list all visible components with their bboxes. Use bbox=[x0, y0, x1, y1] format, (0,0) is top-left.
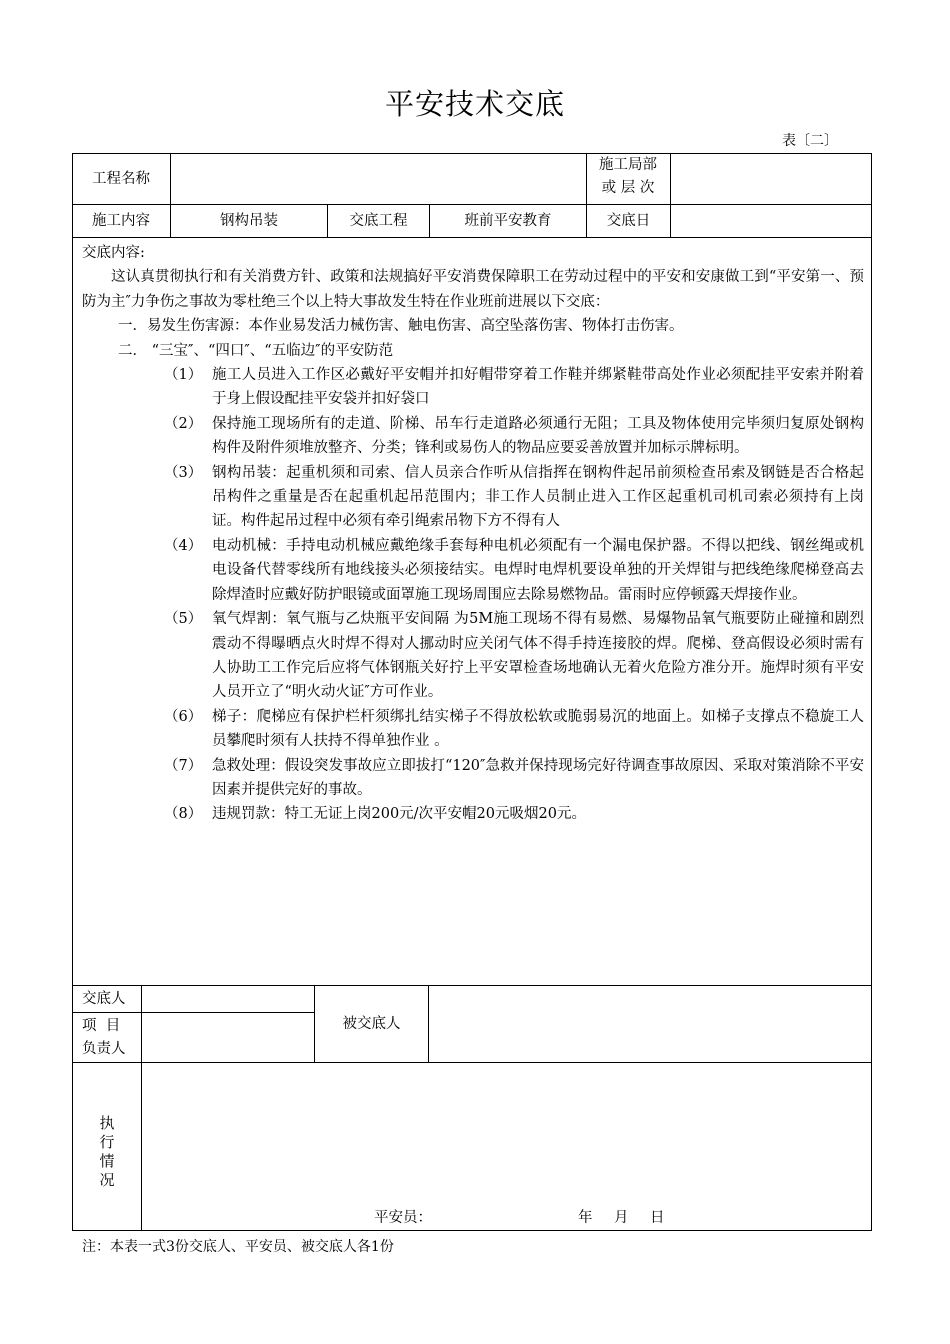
item-number: （3） bbox=[164, 464, 203, 481]
handover-project-label: 交底工程 bbox=[349, 212, 408, 229]
page-title: 平安技术交底 bbox=[384, 87, 565, 121]
handover-date-value[interactable] bbox=[671, 204, 871, 237]
item-text: 梯子：爬梯应有保护栏杆须绑扎结实梯子不得放松软或脆弱易沉的地面上。如梯子支撑点不稳旋工人员攀爬时须有人扶持不得单独作业 。 bbox=[212, 708, 864, 750]
item-text: 钢构吊装：起重机须和司索、信人员亲合作听从信指挥在钢构件起吊前须检查吊索及钢链是否合格起吊构件之重量是否在起重机起吊范围内；非工作人员制止进入工作区起重机司机司索必须持有上岗证。构件起吊过程中必须有牵引绳索吊物下方不得有人 bbox=[212, 464, 864, 530]
list-item bbox=[82, 607, 864, 705]
list-item bbox=[82, 461, 864, 534]
receiver-label: 被交底人 bbox=[342, 1015, 401, 1032]
presenter-value[interactable] bbox=[142, 986, 314, 1012]
item-text: 电动机械：手持电动机械应戴绝缘手套每种电机必须配有一个漏电保护器。不得以把线、钢丝绳或机电设备代替零线所有地线接头必须接结实。电焊时电焊机要设单独的开关焊钳与把线绝缘爬梯登高去除焊渣时应戴好防护眼镜或面罩施工现场周围应去除易燃物品。雷雨时应停顿露天焊接作业。 bbox=[212, 537, 864, 603]
manager-label-line1: 项 目 bbox=[82, 1018, 121, 1034]
project-name-label: 工程名称 bbox=[92, 170, 150, 187]
item-number: （7） bbox=[164, 757, 203, 774]
project-name-value[interactable] bbox=[171, 153, 586, 204]
content-value[interactable]: 钢构吊装 bbox=[220, 212, 278, 229]
list-item bbox=[82, 705, 864, 754]
manager-label-line2: 负责人 bbox=[82, 1041, 126, 1057]
form-number: 表〔二〕 bbox=[782, 133, 838, 149]
item-text: 急救处理：假设突发事故应立即拔打“120″急救并保持现场完好待调查事故原因、采取对策消除不平安因素并提供完好的事故。 bbox=[212, 757, 864, 798]
construction-part-label bbox=[586, 154, 670, 204]
content-label: 施工内容 bbox=[92, 212, 150, 229]
execution-label-char: 情 bbox=[99, 1152, 115, 1170]
manager-value[interactable] bbox=[142, 1013, 314, 1062]
item-text: 违规罚款：特工无证上岗200元/次平安帽20元吸烟20元。 bbox=[212, 806, 586, 823]
list-item bbox=[82, 754, 864, 803]
footnote: 注：本表一式3份交底人、平安员、被交底人各1份 bbox=[82, 1239, 394, 1255]
list-item bbox=[82, 412, 864, 461]
section-1: 一．易发生伤害源：本作业易发活力械伤害、触电伤害、高空坠落伤害、物体打击伤害。 bbox=[118, 318, 684, 335]
item-text: 氧气焊割：氧气瓶与乙炔瓶平安间隔 为5M施工现场不得有易燃、易爆物品氧气瓶要防止碰撞和剧烈震动不得曝晒点火时焊不得对人挪动时应关闭气体不得手持连接胶的焊。爬梯、登高假设必须时需有人协助工工作完后应将气体钢瓶关好拧上平安罩检查场地确认无着火危险方准分开。施焊时须有平安人员开立了“明火动火证″方可作业。 bbox=[212, 611, 864, 701]
row-divider bbox=[72, 237, 872, 238]
construction-part-label-line2: 或 层 次 bbox=[601, 180, 655, 196]
list-item bbox=[82, 534, 864, 607]
date-year-label: 年 bbox=[578, 1210, 593, 1226]
safety-officer-label: 平安员： bbox=[374, 1210, 432, 1226]
item-number: （5） bbox=[164, 611, 203, 628]
handover-content bbox=[82, 241, 864, 827]
content-intro: 这认真贯彻执行和有关消费方针、政策和法规搞好平安消费保障职工在劳动过程中的平安和安康做工到“平安第一、预防为主″力争伤之事故为零杜绝三个以上特大事故发生特在作业班前进展以下交底： bbox=[82, 269, 864, 310]
manager-label bbox=[82, 1015, 126, 1061]
construction-part-value[interactable] bbox=[671, 153, 871, 204]
handover-date-label: 交底日 bbox=[606, 212, 651, 229]
date-day-label: 日 bbox=[650, 1210, 665, 1226]
execution-label-char: 执 bbox=[99, 1114, 115, 1132]
list-item bbox=[82, 802, 864, 826]
item-text: 保持施工现场所有的走道、阶梯、吊车行走道路必须通行无阻；工具及物体使用完毕须归复原处钢构构件及附件须堆放整齐、分类；锋利或易伤人的物品应要妥善放置并加标示牌标明。 bbox=[212, 415, 864, 457]
content-heading: 交底内容: bbox=[82, 245, 145, 261]
section-2: 二． “三宝″、“四口″、“五临边″的平安防范 bbox=[118, 342, 394, 359]
date-month-label: 月 bbox=[614, 1210, 629, 1226]
item-text: 施工人员进入工作区必戴好平安帽并扣好帽带穿着工作鞋并绑紧鞋带高处作业必须配挂平安索并附着于身上假设配挂平安袋并扣好袋口 bbox=[212, 367, 864, 408]
item-number: （1） bbox=[164, 367, 203, 384]
handover-project-value[interactable]: 班前平安教育 bbox=[464, 212, 552, 229]
item-number: （6） bbox=[164, 708, 203, 725]
execution-label-char: 行 bbox=[99, 1133, 115, 1151]
presenter-label: 交底人 bbox=[82, 991, 126, 1007]
item-number: （4） bbox=[164, 537, 203, 554]
execution-content[interactable] bbox=[142, 1063, 871, 1203]
receiver-value[interactable] bbox=[429, 986, 871, 1062]
item-number: （8） bbox=[164, 806, 203, 823]
item-number: （2） bbox=[164, 415, 203, 432]
list-item bbox=[82, 363, 864, 412]
construction-part-label-line1: 施工局部 bbox=[599, 157, 657, 173]
execution-label bbox=[92, 1114, 122, 1190]
execution-label-char: 况 bbox=[99, 1171, 115, 1189]
